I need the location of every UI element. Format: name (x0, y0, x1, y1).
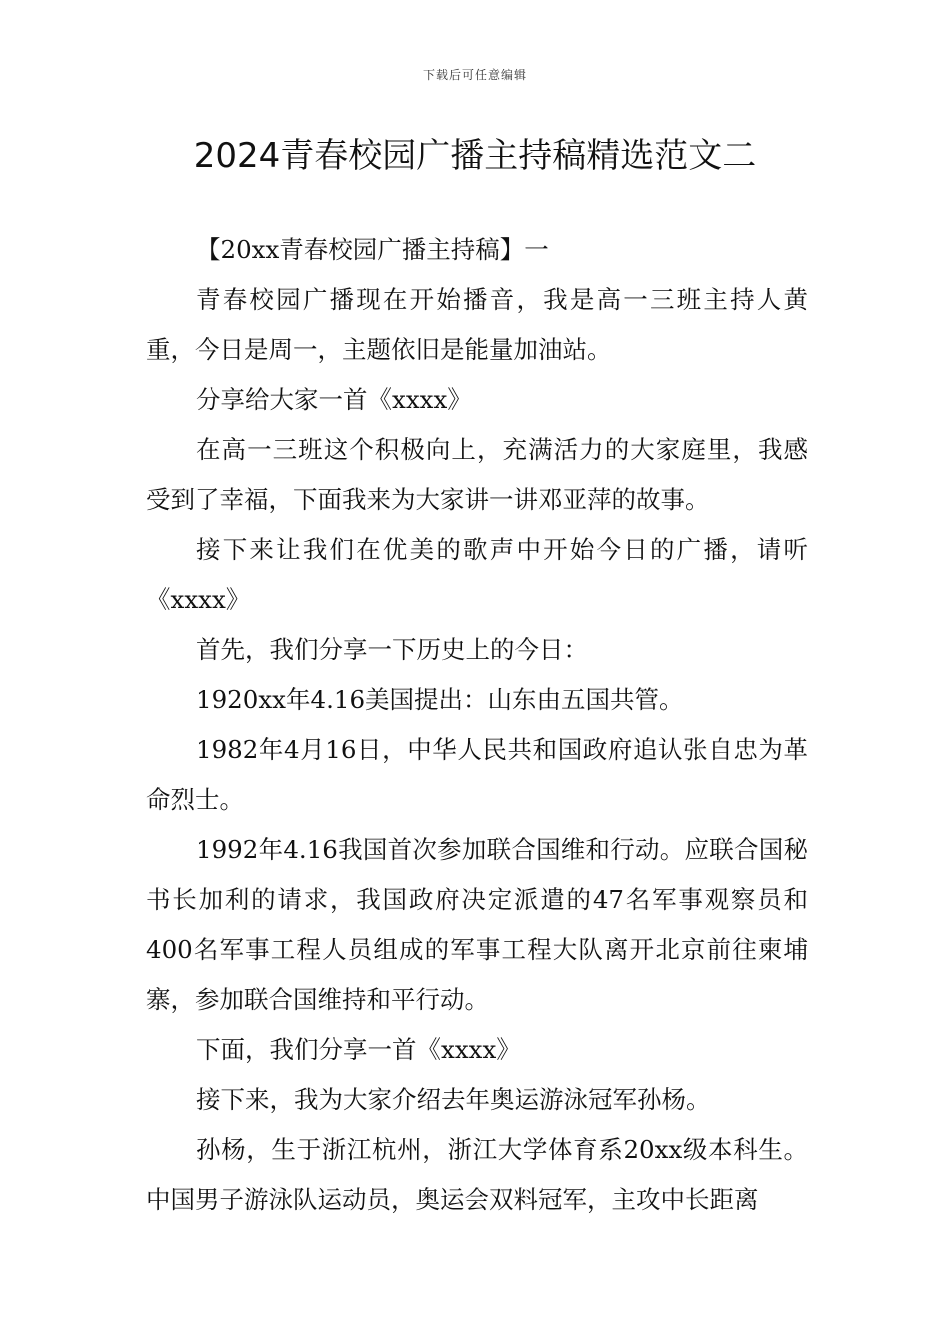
paragraph: 下面，我们分享一首《xxxx》 (196, 1035, 521, 1064)
document-title: 2024青春校园广播主持稿精选范文二 (193, 136, 757, 176)
document-body (146, 225, 808, 1225)
paragraph: 接下来，我为大家介绍去年奥运游泳冠军孙杨。 (196, 1085, 711, 1114)
paragraph: 【20xx青春校园广播主持稿】一 (196, 235, 549, 264)
paragraph: 孙杨，生于浙江杭州，浙江大学体育系20xx级本科生。中国男子游泳队运动员，奥运会双料冠军，主攻中长距离 (146, 1135, 808, 1214)
paragraph: 首先，我们分享一下历史上的今日： (196, 635, 588, 664)
paragraph: 1920xx年4.16美国提出：山东由五国共管。 (196, 685, 684, 714)
paragraph: 1982年4月16日，中华人民共和国政府追认张自忠为革命烈士。 (146, 735, 808, 814)
paragraph: 分享给大家一首《xxxx》 (196, 385, 472, 414)
paragraph: 接下来让我们在优美的歌声中开始今日的广播，请听《xxxx》 (146, 535, 808, 614)
paragraph: 在高一三班这个积极向上，充满活力的大家庭里，我感受到了幸福，下面我来为大家讲一讲邓亚萍的故事。 (146, 435, 808, 514)
paragraph: 青春校园广播现在开始播音，我是高一三班主持人黄重，今日是周一，主题依旧是能量加油站。 (146, 285, 808, 364)
paragraph: 1992年4.16我国首次参加联合国维和行动。应联合国秘书长加利的请求，我国政府决定派遣的47名军事观察员和400名军事工程人员组成的军事工程大队离开北京前往柬埔寨，参加联合国维持和平行动。 (146, 835, 808, 1014)
header-note: 下载后可任意编辑 (422, 68, 527, 82)
